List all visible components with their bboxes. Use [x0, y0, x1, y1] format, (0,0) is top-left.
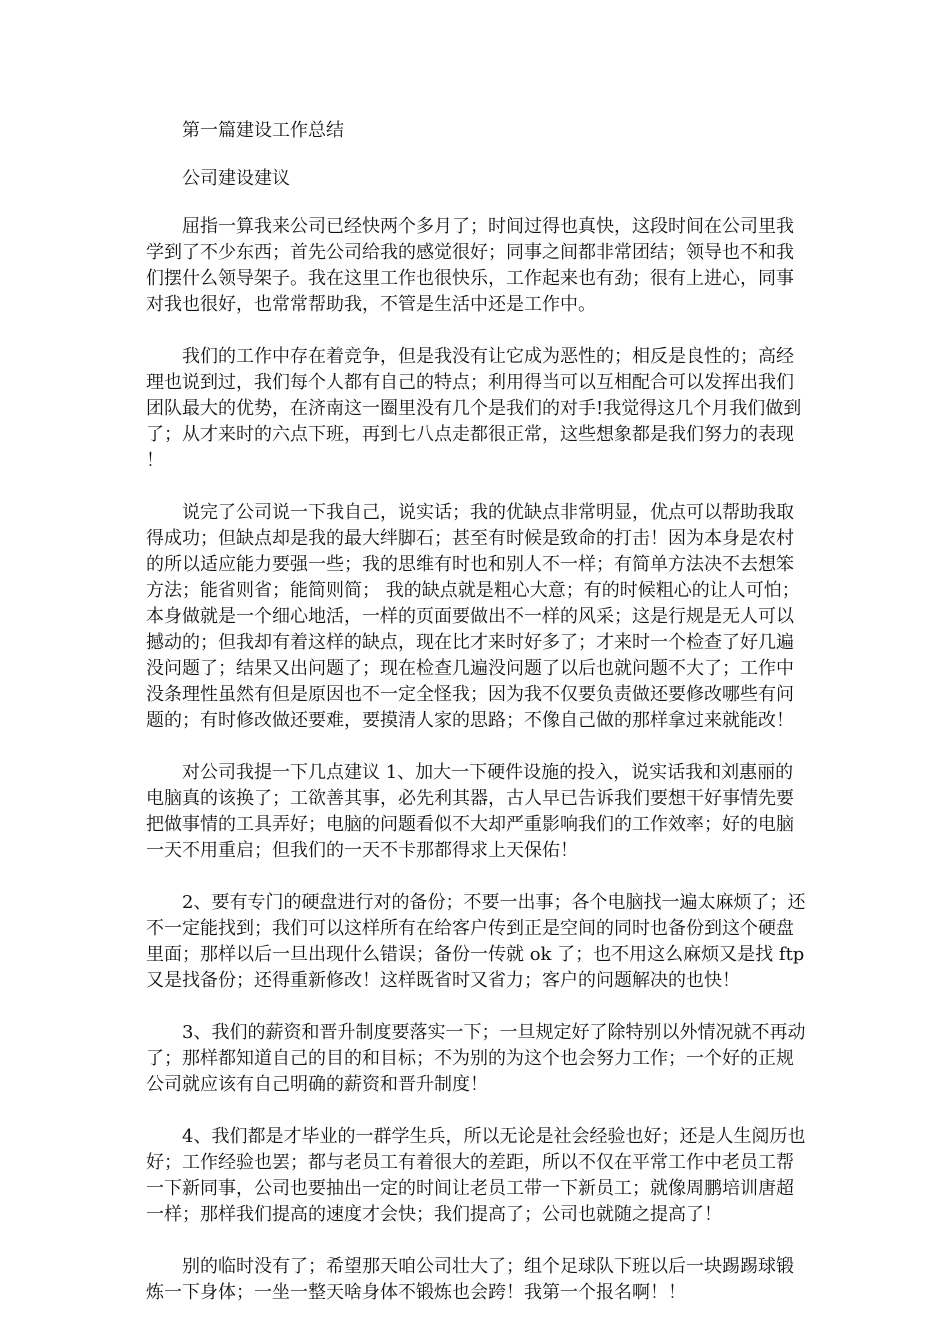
paragraph-suggestion-1: 对公司我提一下几点建议 1、加大一下硬件设施的投入，说实话我和刘惠丽的电脑真的该换了；工欲善其事，必先利其器，古人早已告诉我们要想干好事情先要把做事情的工具弄好；电脑的问题看似不大却严重影响我们的工作效率；好的电脑一天不用重启；但我们的一天不卡那都得求上天保佑！ — [146, 762, 794, 861]
document-page — [146, 118, 806, 1332]
paragraph-self-assessment: 说完了公司说一下我自己，说实话；我的优缺点非常明显，优点可以帮助我取得成功；但缺点却是我的最大绊脚石；甚至有时候是致命的打击！因为本身是农村的所以适应能力要强一些；我的思维有时也和别人不一样；有简单方法决不去想笨方法；能省则省；能简则简； 我的缺点就是粗心大意；有的时候粗心的让人可怕；本身做就是一个细心地活，一样的页面要做出不一样的风采；这是行规是无人可以撼动的；但我却有着这样的缺点，现在比才来时好多了；才来时一个检查了好几遍没问题了；结果又出问题了；现在检查几遍没问题了以后也就问题不大了；工作中没条理性虽然有但是原因也不一定全怪我；因为我不仅要负责做还要修改哪些有问题的；有时修改做还要难，要摸清人家的思路；不像自己做的那样拿过来就能改！ — [146, 502, 800, 731]
paragraph-intro: 屈指一算我来公司已经快两个多月了；时间过得也真快，这段时间在公司里我学到了不少东西；首先公司给我的感觉很好；同事之间都非常团结；领导也不和我们摆什么领导架子。我在这里工作也很快乐，工作起来也有劲；很有上进心，同事对我也很好，也常常帮助我，不管是生活中还是工作中。 — [146, 216, 794, 315]
paragraph-suggestion-3: 3、我们的薪资和晋升制度要落实一下；一旦规定好了除特别以外情况就不再动了；那样都知道自己的目的和目标；不为别的为这个也会努力工作；一个好的正规公司就应该有自己明确的薪资和晋升制度！ — [146, 1022, 806, 1095]
paragraph-suggestion-4: 4、我们都是才毕业的一群学生兵，所以无论是社会经验也好；还是人生阅历也好；工作经验也罢；都与老员工有着很大的差距，所以不仅在平常工作中老员工帮一下新同事，公司也要抽出一定的时间让老员工带一下新员工；就像周鹏培训唐超一样；那样我们提高的速度才会快；我们提高了；公司也就随之提高了！ — [146, 1126, 806, 1225]
document-subtitle: 公司建设建议 — [182, 168, 290, 189]
document-title: 第一篇建设工作总结 — [182, 120, 344, 141]
paragraph-suggestion-2: 2、要有专门的硬盘进行对的备份；不要一出事；各个电脑找一遍太麻烦了；还不一定能找到；我们可以这样所有在给客户传到正是空间的同时也备份到这个硬盘里面；那样以后一旦出现什么错误；备份一传就 ok 了；也不用这么麻烦又是找 ftp 又是找备份；还得重新修改！这样既省时又省力；客户的问题解决的也快！ — [146, 892, 806, 991]
paragraph-competition: 我们的工作中存在着竞争，但是我没有让它成为恶性的；相反是良性的；高经理也说到过，我们每个人都有自己的特点；利用得当可以互相配合可以发挥出我们团队最大的优势，在济南这一圈里没有几个是我们的对手!我觉得这几个月我们做到了；从才来时的六点下班，再到七八点走都很正常，这些想象都是我们努力的表现！ — [146, 346, 802, 471]
paragraph-closing: 别的临时没有了；希望那天咱公司壮大了；组个足球队下班以后一块踢踢球锻炼一下身体；一坐一整天啥身体不锻炼也会跨！我第一个报名啊！！ — [146, 1256, 794, 1303]
